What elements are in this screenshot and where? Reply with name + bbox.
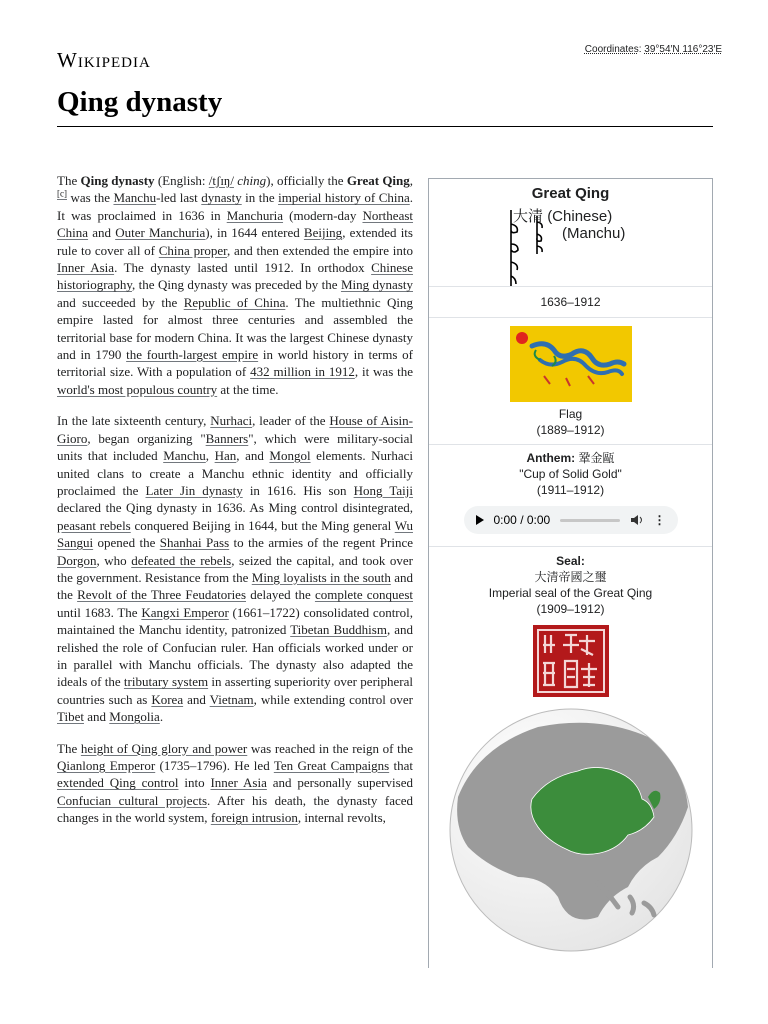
chinese-language-link[interactable]: (Chinese)	[547, 208, 613, 225]
anthem-label[interactable]: Anthem:	[526, 451, 576, 465]
coordinates-link[interactable]: 39°54′N 116°23′E	[644, 44, 722, 55]
infobox-native-names	[429, 202, 712, 286]
anthem-title-link[interactable]: "Cup of Solid Gold"	[519, 467, 622, 481]
article-paragraph: In the late sixteenth century, Nurhaci, leader of the House of Aisin-Gioro, began organizing "Banners", which were military-social units that included Manchu, Han, and Mongol elements. Nurhaci united clans to create a Manchu ethnic identity and officially proclaimed the Later Jin dynasty in 1616. His son Hong Taiji declared the Qing dynasty in 1636. As Ming control disintegrated, peasant rebels conquered Beijing in 1644, but the Ming general Wu Sangui opened the Shanhai Pass to the armies of the regent Prince Dorgon, who defeated the rebels, seized the capital, and took over the government. Resistance from the Ming loyalists in the south and the Revolt of the Three Feudatories delayed the complete conquest until 1683. The Kangxi Emperor (1661–1722) consolidated control, maintained the Manchu identity, patronized Tibetan Buddhism, and relished the role of Confucian ruler. Han officials worked under or in parallel with Manchu officials. The dynasty also adapted the ideals of the tributary system in asserting superiority over peripheral countries such as Korea and Vietnam, while extending control over Tibet and Mongolia.	[57, 413, 414, 725]
wikipedia-logo[interactable]: Wikipedia	[57, 48, 151, 72]
play-icon[interactable]	[476, 515, 484, 525]
article-paragraph: The Qing dynasty (English: /tʃɪŋ/ ching), officially the Great Qing,[c] was the Manchu-led last dynasty in the imperial history of China. It was proclaimed in 1636 in Manchuria (modern-day Northeast China and Outer Manchuria), in 1644 entered Beijing, extended its rule to cover all of China proper, and then extended the empire into Inner Asia. The dynasty lasted until 1912. In orthodox Chinese historiography, the Qing dynasty was preceded by the Ming dynasty and succeeded by the Republic of China. The multiethnic Qing empire lasted for almost three centuries and assembled the territorial base for modern China. It was the largest Chinese dynasty and in 1790 the fourth-largest empire in world history in terms of territorial size. With a population of 432 million in 1912, it was the world's most populous country at the time.	[57, 173, 414, 397]
infobox-years: 1636–1912	[429, 286, 712, 317]
anthem-line	[429, 450, 712, 466]
seal-name: 大清帝國之璽	[534, 570, 607, 584]
seal-description: Imperial seal of the Great Qing	[488, 586, 653, 600]
more-options-icon[interactable]: ⋮	[653, 513, 666, 527]
seal-section	[429, 546, 712, 699]
flag-section	[429, 317, 712, 438]
territory-globe-map[interactable]	[448, 707, 694, 953]
coordinates-label[interactable]: Coordinates	[584, 44, 639, 55]
page-title: Qing dynasty	[57, 86, 223, 118]
seal-years: (1909–1912)	[536, 602, 605, 616]
title-divider	[57, 126, 713, 127]
seal-label: Seal:	[556, 554, 585, 568]
infobox-title: Great Qing	[531, 185, 610, 202]
anthem-section	[429, 444, 712, 534]
qing-flag-image[interactable]	[510, 326, 632, 402]
article-paragraph: The height of Qing glory and power was reached in the reign of the Qianlong Emperor (1735–1796). He led Ten Great Campaigns that extended Qing control into Inner Asia and personally supervised Confucian cultural projects. After his death, the dynasty faced changes in the world system, foreign intrusion, internal revolts,	[57, 740, 414, 826]
chinese-name: 大清 (Chinese)	[513, 208, 613, 225]
manchu-language-link[interactable]: (Manchu)	[562, 225, 626, 242]
flag-years: (1889–1912)	[536, 423, 605, 437]
anthem-name: 鞏金甌	[578, 451, 615, 465]
audio-progress-bar[interactable]	[560, 519, 619, 522]
coordinates: Coordinates: 39°54′N 116°23′E	[584, 44, 722, 55]
article-body	[57, 172, 413, 841]
infobox	[428, 178, 713, 968]
imperial-seal-image[interactable]	[531, 623, 611, 699]
audio-time: 0:00 / 0:00	[493, 513, 551, 527]
anthem-years: (1911–1912)	[536, 483, 605, 497]
volume-icon[interactable]	[630, 514, 644, 526]
audio-player	[464, 506, 678, 534]
flag-caption-link[interactable]: Flag	[558, 407, 583, 421]
